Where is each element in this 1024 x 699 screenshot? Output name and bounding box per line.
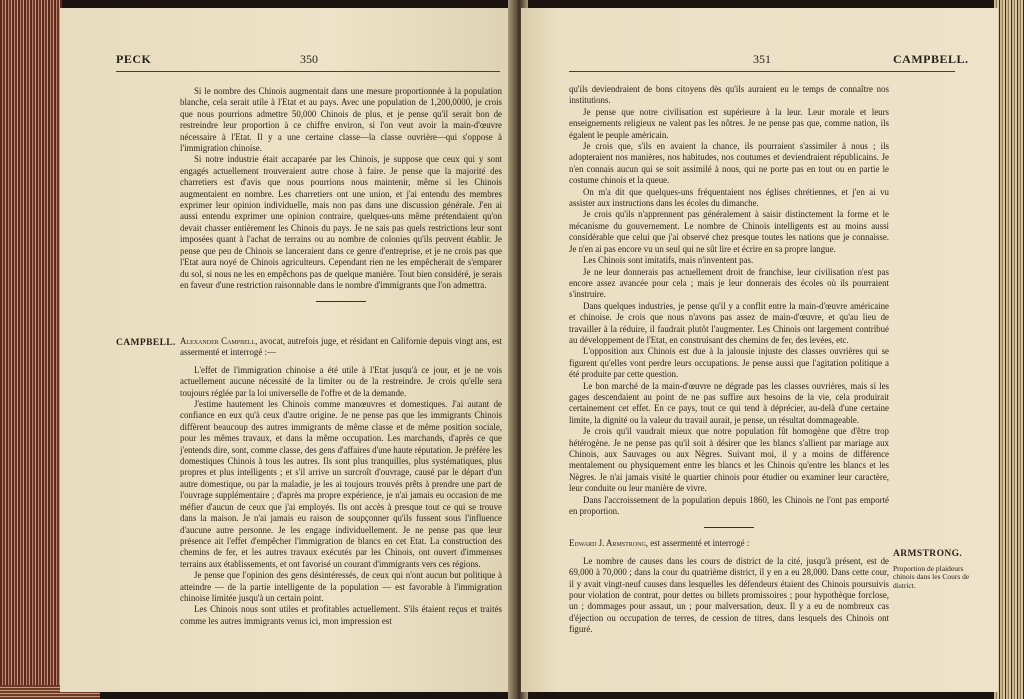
- right-paragraph: Dans l'accroissement de la population depuis 1860, les Chinois ne l'ont pas emporté en proportion.: [569, 494, 889, 517]
- right-header-rule: [569, 71, 955, 72]
- left-paragraph: Je pense que l'opinion des gens désintéressés, de ceux qui n'ont aucun but politique à atteindre — de la partie intelligente de la population — est favorable à l'immigration chinoise limitée jusqu'à un certain point.: [180, 570, 502, 603]
- right-running-head: CAMPBELL.: [893, 52, 969, 66]
- right-paragraph: Le bon marché de la main-d'œuvre ne dégrade pas les classes ouvrières, mais si les gages descendaient au point de ne pas suffire aux besoins de la vie, cela produirait certainement cet effet. En ce pays, tout ce qui tend à déprécier, au-delà d'une certaine limite, la dignité ou la valeur du travail aurait, je pense, un résultat dommageable.: [569, 380, 889, 425]
- margin-note: Proportion de plaideurs chinois dans les Cours de district.: [893, 564, 970, 590]
- left-paragraph: Si notre industrie était accaparée par les Chinois, je suppose que ceux qui y sont engagés actuellement trouveraient autre chose à faire. Je pense que la majorité des charretiers est d'avis que nous pourrions nous maintenir, même si les Chinois augmentaient en nombre. Les charretiers ont une union, et j'ai entendu des membres exprimer leur opinion individuelle, mais non pas dans une discussion générale. J'en ai aussi entendu exprimer une opinion contraire, quelques-uns même prétendaient qu'on devait chasser entièrement les Chinois du pays. Je ne sais pas quels restrictions leur sont imposées quant à l'achat de terrains ou au nombre de colonies qu'ils peuvent établir. Je pense que peu de Chinois se lanceraient dans ce genre d'entreprise, et je ne crois pas que l'Etat aura noyé de Chinois agriculteurs. Cependant rien ne les empêcherait de s'emparer du sol, si nous ne les en empêchons pas de quelque manière. Tout bien considéré, je serais en faveur d'une restriction raisonnable dans le nombre d'immigrants que l'on admettra.: [180, 154, 502, 290]
- left-margin-speaker: CAMPBELL.: [116, 338, 176, 348]
- book-page-edges-right: [994, 0, 1024, 699]
- witness-intro-text: , est assermenté et interrogé :: [645, 538, 750, 549]
- witness-introduction: [569, 538, 889, 549]
- right-paragraph: On m'a dit que quelques-uns fréquentaient nos églises chrétiennes, et j'en ai vu assister aux instructions dans les écoles du dimanche.: [569, 186, 889, 209]
- left-paragraph: L'effet de l'immigration chinoise a été utile à l'Etat jusqu'à ce jour, et je ne vois actuellement aucune nécessité de la limiter ou de la restreindre. Je crois qu'elle sera toujours réglée par la loi universelle de l'offre et de la demande.: [180, 364, 502, 398]
- left-running-head: PECK: [116, 52, 152, 66]
- right-paragraph: L'opposition aux Chinois est due à la jalousie injuste des classes ouvrières qui se figurent qu'elles vont perdre leurs occupations. Je pense aussi que l'agitation politique a été produite par cette question.: [569, 346, 889, 380]
- right-paragraph: Je crois qu'ils n'apprennent pas généralement à saisir distinctement la forme et le mécanisme du gouvernement. Le nombre de Chinois intelligents est au moins aussi considérable que celui que j'ai observé chez presque toutes les nations que je connaisse. Je n'en ai pas encore vu un seul qui ne sût lire et écrire en sa propre langue.: [569, 209, 889, 254]
- book-page-edges-left: [0, 0, 62, 699]
- left-paragraph: Les Chinois nous sont utiles et profitables actuellement. S'ils étaient reçus et traités comme les autres immigrants venus ici, mon impression est: [180, 604, 502, 626]
- right-body: [569, 84, 889, 636]
- left-paragraph: Si le nombre des Chinois augmentait dans une mesure proportionnée à la population blanche, cela serait utile à l'Etat et au pays. Avec une population de 1,200,0000, je crois que nous pourrions admettre 50,000 Chinois de plus, et je pense qu'il serait bon de restreindre leur proportion à ce chiffre environ, si l'on veut avoir la main-d'œuvre nécessaire à l'Etat. Il y a une certaine classe—la classe ouvrière—qui s'oppose à l'immigration chinoise.: [180, 86, 502, 154]
- left-page-number: 350: [300, 52, 318, 66]
- section-divider: [316, 301, 366, 302]
- right-paragraph: Le nombre de causes dans les cours de district de la cité, jusqu'à présent, est de 69,000 à 70,000 ; dans la cour du quatrième district, il y en a eu 28,000. Dans cette cour, il y avait vingt-neuf causes dans lesquelles les défendeurs étaient des Chinois poursuivis pour violation de contrat, pour dettes ou billets promissoires ; pour hypothèque forclose, un ; dommages pour assaut, un ; pour malversation, deux. Il y a eu de nombreux cas d'éjection ou occupation de terres, de cession de titres, dans lesquels des Chinois ont figuré.: [569, 555, 889, 635]
- witness-name: Alexander Campbell: [180, 336, 256, 346]
- witness-introduction: [180, 336, 502, 359]
- right-margin-speaker: ARMSTRONG.: [893, 549, 963, 559]
- right-page: [521, 8, 998, 692]
- right-paragraph: qu'ils deviendraient de bons citoyens dès qu'ils auraient eu le temps de connaître nos institutions.: [569, 84, 889, 106]
- right-paragraph: Je ne leur donnerais pas actuellement droit de franchise, leur civilisation n'est pas encore assez avancée pour cela ; mais je leur donnerais des écoles où ils pourraient s'instruire.: [569, 266, 889, 300]
- left-paragraph: J'estime hautement les Chinois comme manœuvres et domestiques. J'ai autant de confiance en eux qu'à ceux d'autre origine. Je ne pense pas que les immigrants Chinois diffèrent beaucoup des autres immigrants de même classe et de même position sociale, pour les mêmes travaux, et dans la même occupation. Les marchands, d'après ce que j'entends dire, sont, comme classe, des gens d'affaires d'une haute réputation. Je préfère les domestiques Chinois à tous les autres. Ils sont plus tranquilles, plus systématiques, plus propres et plus intelligents ; et s'il arrive un surcroît d'ouvrage, causé par le départ d'un autre domestique, ou par la maladie, je les ai toujours trouvés prêts à prendre une part de l'ouvrage supplémentaire ; d'après ma propre expérience, je n'ai jamais eu occasion de me méfier d'aucun de ceux que j'ai employés. Ils ont accès à presque tout ce qui se trouve dans la maison. Je n'ai jamais eu raison de soupçonner qu'ils fussent sous l'influence d'aucune autre personne. Je les engage individuellement. Je ne pense pas que leur présence ait l'effet d'empêcher l'immigration de blancs en cet Etat. La construction des chemins de fer, et les autres travaux exécutés par les Chinois, ont ouvert d'immenses terrains aux établissements, et ont favorisé un courant d'immigrants vers ces régions.: [180, 399, 502, 569]
- right-paragraph: Je pense que notre civilisation est supérieure à la leur. Leur morale et leurs enseignements religieux ne valent pas les nôtres. Je ne pense pas que, comme nation, ils égalent le peuple américain.: [569, 106, 889, 140]
- left-body-top: [180, 86, 502, 312]
- witness-intro-text: , avocat, autrefois juge, et résidant en Californie depuis vingt ans, est assermenté et interrogé :—: [180, 336, 502, 358]
- left-header-rule: [116, 71, 500, 72]
- right-paragraph: Je crois qu'il vaudrait mieux que notre population fût homogène que d'être trop hétérogène. Je ne pense pas qu'il soit à désirer que les blancs s'allient par mariage aux Chinois, aux Sauvages ou aux Nègres. Suivant moi, il y a moins de différence mentalement ou physiquement entre les blancs et les Chinois qu'entre les blancs et les Nègres. Je n'ai jamais visité le quartier chinois pour étudier ou examiner leur caractère, leur conduite ou leur manière de vivre.: [569, 426, 889, 494]
- right-paragraph: Dans quelques industries, je pense qu'il y a conflit entre la main-d'œuvre américaine et chinoise. Je crois que nous n'avons pas assez de main-d'œuvre, et qu'au lieu de travailler à la réduire, il faudrait plutôt l'augmenter. Les Chinois ont largement contribué au développement de l'Etat, en construisant des chemins de fer, des levées, etc.: [569, 300, 889, 345]
- section-divider: [704, 527, 754, 528]
- witness-name: Edward J. Armstrong: [569, 538, 646, 549]
- right-paragraph: Les Chinois sont imitatifs, mais n'inventent pas.: [583, 255, 754, 266]
- left-body-bottom: [180, 336, 502, 627]
- right-page-number: 351: [753, 52, 771, 66]
- left-page: [60, 8, 515, 692]
- right-paragraph: Je crois que, s'ils en avaient la chance, ils pourraient s'assimiler à nous ; ils adopteraient nos manières, nos habitudes, nos coutumes et deviendraient républicains. Je n'en connais aucun qui se soit assimilé à nous, qui ne porte pas en tout ou en partie le costume chinois et la queue.: [569, 141, 889, 186]
